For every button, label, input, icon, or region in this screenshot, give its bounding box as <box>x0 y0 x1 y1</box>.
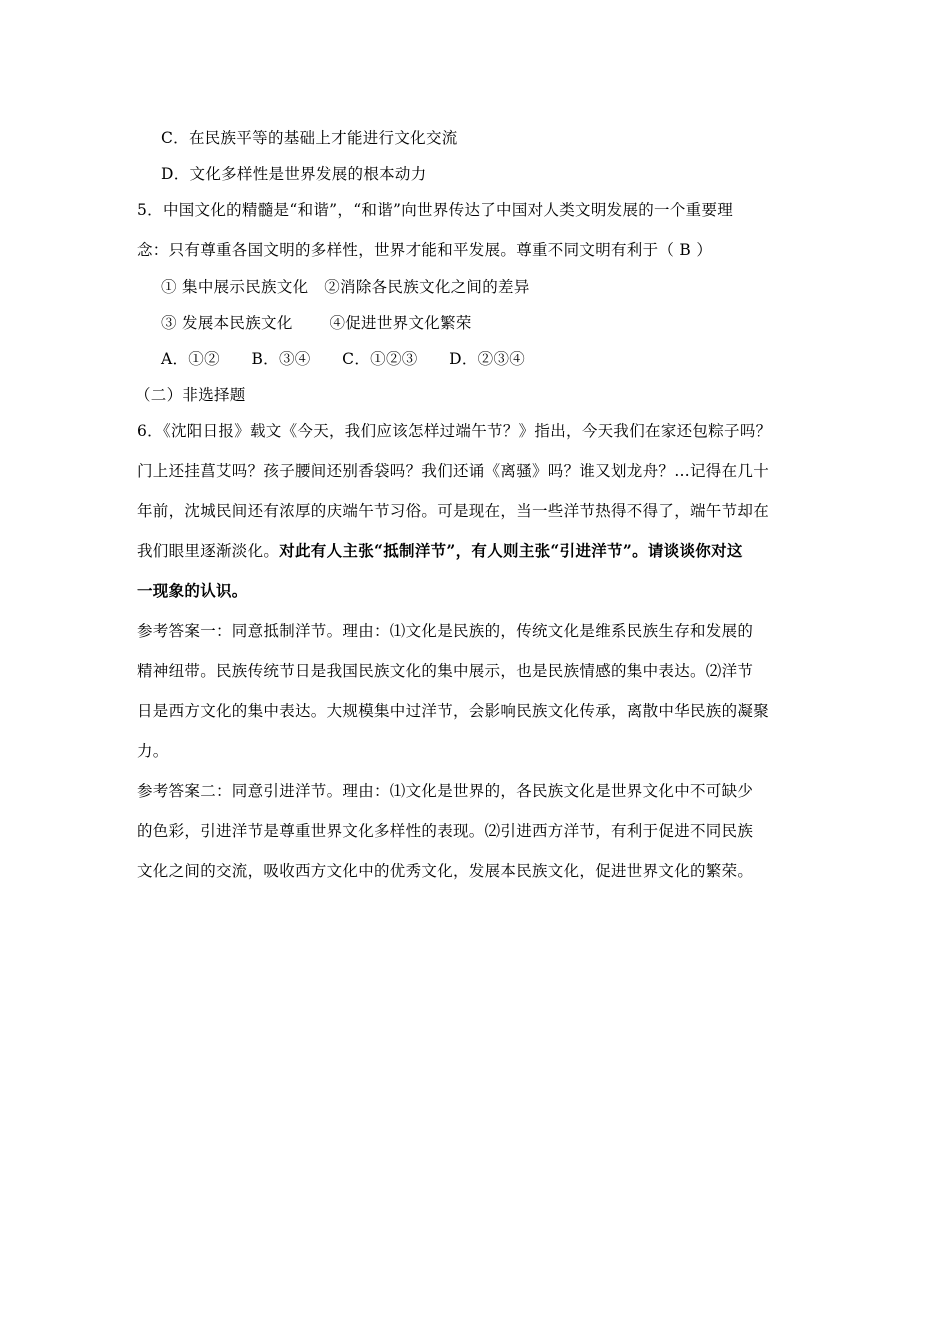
answer1-line4: 力。 <box>137 742 169 760</box>
answer2-line1: 参考答案二：同意引进洋节。理由：⑴文化是世界的，各民族文化是世界文化中不可缺少 <box>137 782 754 800</box>
q5-choices: A．①② B．③④ C．①②③ D．②③④ <box>161 350 526 368</box>
answer2-line2: 的色彩，引进洋节是尊重世界文化多样性的表现。⑵引进西方洋节，有利于促进不同民族 <box>137 822 754 840</box>
q6-stem-line2: 门上还挂菖艾吗？孩子腰间还别香袋吗？我们还诵《离骚》吗？谁又划龙舟？…记得在几十 <box>137 462 770 480</box>
q6-stem-line1: 6．《沈阳日报》载文《今天，我们应该怎样过端午节？》指出，今天我们在家还包粽子吗？ <box>137 422 772 440</box>
q4-option-c: C．在民族平等的基础上才能进行文化交流 <box>161 129 458 147</box>
q5-items-3-4: ③ 发展本民族文化 ④促进世界文化繁荣 <box>161 314 472 332</box>
q6-stem-line3: 年前，沈城民间还有浓厚的庆端午节习俗。可是现在，当一些洋节热得不得了，端午节却在 <box>137 502 770 520</box>
q6-stem-line4-plain: 我们眼里逐渐淡化。 <box>137 542 280 560</box>
q5-items-1-2: ① 集中展示民族文化 ②消除各民族文化之间的差异 <box>161 278 530 296</box>
answer1-line3: 日是西方文化的集中表达。大规模集中过洋节，会影响民族文化传承，离散中华民族的凝聚 <box>137 702 770 720</box>
q4-option-d: D．文化多样性是世界发展的根本动力 <box>161 165 427 183</box>
q5-stem-line2: 念：只有尊重各国文明的多样性，世界才能和平发展。尊重不同文明有利于（ B ） <box>137 241 713 259</box>
q5-stem-line1: 5．中国文化的精髓是“和谐”，“和谐”向世界传达了中国对人类文明发展的一个重要理 <box>137 201 734 219</box>
q6-stem-line4 <box>137 541 743 561</box>
section-heading: （二）非选择题 <box>135 386 246 404</box>
answer2-line3: 文化之间的交流，吸收西方文化中的优秀文化，发展本民族文化，促进世界文化的繁荣。 <box>137 862 754 880</box>
answer1-line2: 精神纽带。民族传统节日是我国民族文化的集中展示，也是民族情感的集中表达。⑵洋节 <box>137 662 754 680</box>
q6-question-bold-line2: 一现象的认识。 <box>137 581 248 600</box>
q6-question-bold: 对此有人主张“抵制洋节”，有人则主张“引进洋节”。请谈谈你对这 <box>279 541 743 560</box>
answer1-line1: 参考答案一：同意抵制洋节。理由：⑴文化是民族的，传统文化是维系民族生存和发展的 <box>137 622 754 640</box>
